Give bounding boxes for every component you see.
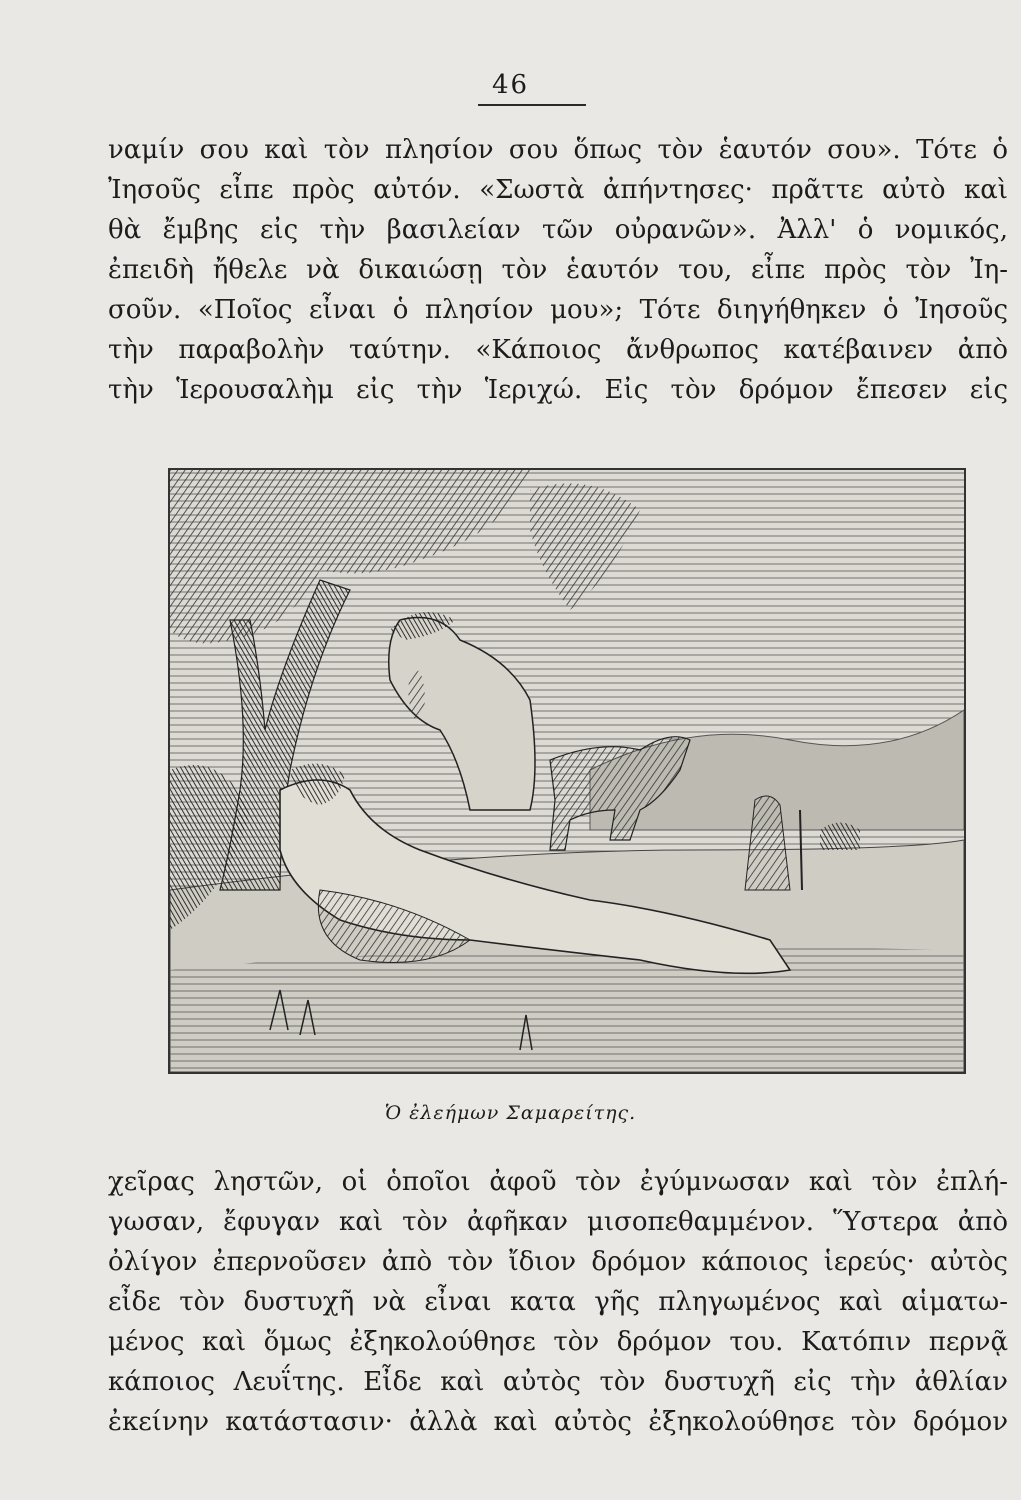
text-line: ναμίν σου καὶ τὸν πλησίον σου ὅπως τὸν ἑαυτόν σου». Τότε ὁ (108, 135, 1008, 165)
text-line: ἐκείνην κατάστασιν· ἀλλὰ καὶ αὐτὸς ἐξηκολούθησε τὸν δρόμον (108, 1407, 1008, 1437)
text-line: ὀλίγον ἐπερνοῦσεν ἀπὸ τὸν ἴδιον δρόμον κάποιος ἱερεύς· αὐτὸς (108, 1247, 1008, 1277)
engraving-scene (170, 470, 964, 1072)
text-line: τὴν Ἱερουσαλὴμ εἰς τὴν Ἱεριχώ. Εἰς τὸν δρόμον ἔπεσεν εἰς (108, 375, 1008, 405)
paragraph-bottom (108, 1162, 1008, 1442)
distant-rider (820, 823, 860, 851)
text-line: εἶδε τὸν δυστυχῆ νὰ εἶναι κατα γῆς πληγωμένος καὶ αἱματω- (108, 1287, 1008, 1317)
text-line: Ἰησοῦς εἶπε πρὸς αὐτόν. «Σωστὰ ἀπήντησες· πρᾶττε αὐτὸ καὶ (108, 175, 1008, 205)
figure-caption: Ὁ ἐλεήμων Σαμαρείτης. (384, 1102, 637, 1124)
page-number: 46 (491, 70, 530, 100)
page-number-rule (478, 104, 586, 106)
text-line: χεῖρας ληστῶν, οἱ ὁποῖοι ἀφοῦ τὸν ἐγύμνωσαν καὶ τὸν ἐπλή- (108, 1167, 1008, 1197)
text-line: γωσαν, ἔφυγαν καὶ τὸν ἀφῆκαν μισοπεθαμμένον. Ὕστερα ἀπὸ (108, 1207, 1008, 1237)
text-line: ἐπειδὴ ἤθελε νὰ δικαιώσῃ τὸν ἑαυτόν του, εἶπε πρὸς τὸν Ἰη- (108, 255, 1008, 285)
text-line: σοῦν. «Ποῖος εἶναι ὁ πλησίον μου»; Τότε διηγήθηκεν ὁ Ἰησοῦς (108, 295, 1008, 325)
foreground-hatching (170, 948, 964, 1073)
text-line: κάποιος Λευΐτης. Εἶδε καὶ αὐτὸς τὸν δυστυχῆ εἰς τὴν ἀθλίαν (108, 1367, 1008, 1397)
text-line: τὴν παραβολὴν ταύτην. «Κάποιος ἄνθρωπος κατέβαινεν ἀπὸ (108, 335, 1008, 365)
engraving-illustration (168, 468, 966, 1074)
text-line: μένος καὶ ὅμως ἐξηκολούθησε τὸν δρόμον του. Κατόπιν περνᾷ (108, 1327, 1008, 1357)
text-line: θὰ ἔμβης εἰς τὴν βασιλείαν τῶν οὐρανῶν». Ἀλλ' ὁ νομικός, (108, 215, 1008, 245)
paragraph-top (108, 130, 1008, 410)
